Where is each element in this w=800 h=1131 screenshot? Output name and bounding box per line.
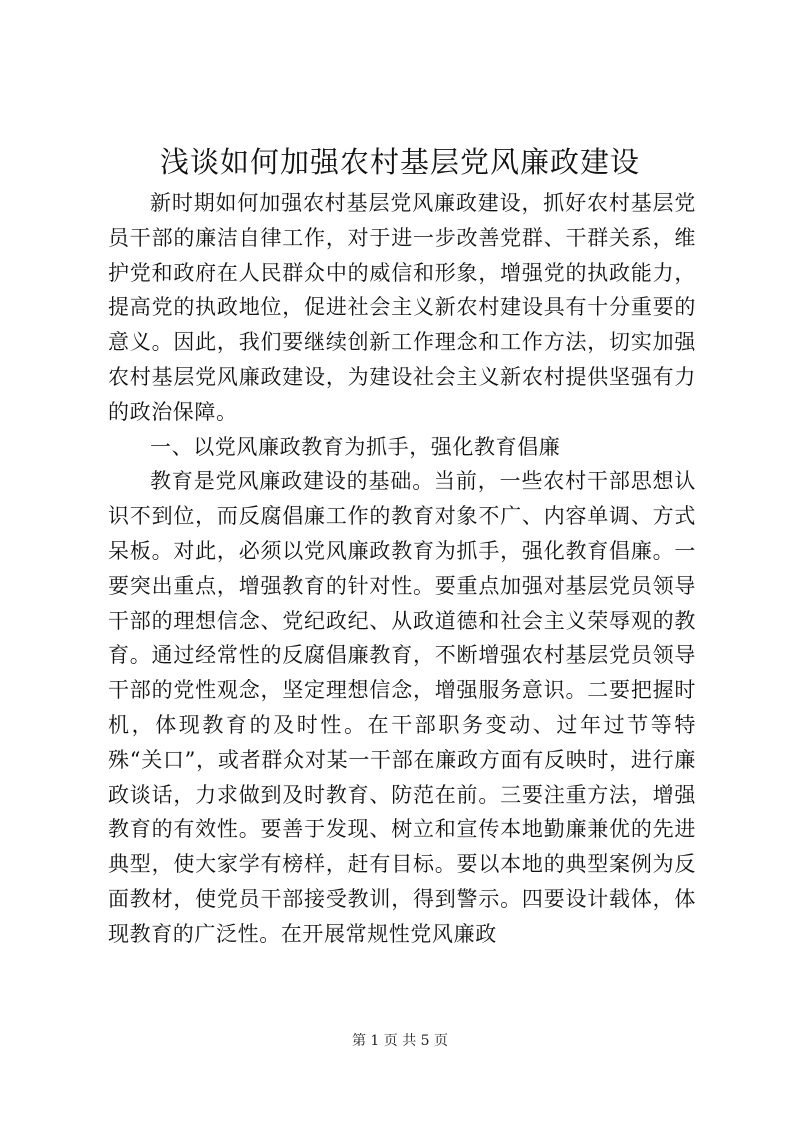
body-paragraph: 教育是党风廉政建设的基础。当前，一些农村干部思想认识不到位，而反腐倡廉工作的教育对象不广、内容单调、方式呆板。对此，必须以党风廉政教育为抓手，强化教育倡廉。一要突出重点，增强教育的针对性。要重点加强对基层党员领导干部的理想信念、党纪政纪、从政道德和社会主义荣辱观的教育。通过经常性的反腐倡廉教育，不断增强农村基层党员领导干部的党性观念，坚定理想信念，增强服务意识。二要把握时机，体现教育的及时性。在干部职务变动、过年过节等特殊“关口”，或者群众对某一干部在廉政方面有反映时，进行廉政谈话，力求做到及时教育、防范在前。三要注重方法，增强教育的有效性。要善于发现、树立和宣传本地勤廉兼优的先进典型，使大家学有榜样，赶有目标。要以本地的典型案例为反面教材，使党员干部接受教训，得到警示。四要设计载体，体现教育的广泛性。在开展常规性党风廉政: [108, 469, 696, 946]
page-number-footer: 第 1 页 共 5 页: [351, 1033, 449, 1049]
document-title: 浅谈如何加强农村基层党风廉政建设: [159, 145, 640, 179]
intro-paragraph: 新时期如何加强农村基层党风廉政建设，抓好农村基层党员干部的廉洁自律工作，对于进一步改善党群、干群关系，维护党和政府在人民群众中的威信和形象，增强党的执政能力，提高党的执政地位，促进社会主义新农村建设具有十分重要的意义。因此，我们要继续创新工作理念和工作方法，切实加强农村基层党风廉政建设，为建设社会主义新农村提供坚强有力的政治保障。: [108, 191, 696, 424]
section-heading: 一、以党风廉政教育为抓手，强化教育倡廉: [150, 434, 561, 459]
document-body: [108, 186, 696, 952]
